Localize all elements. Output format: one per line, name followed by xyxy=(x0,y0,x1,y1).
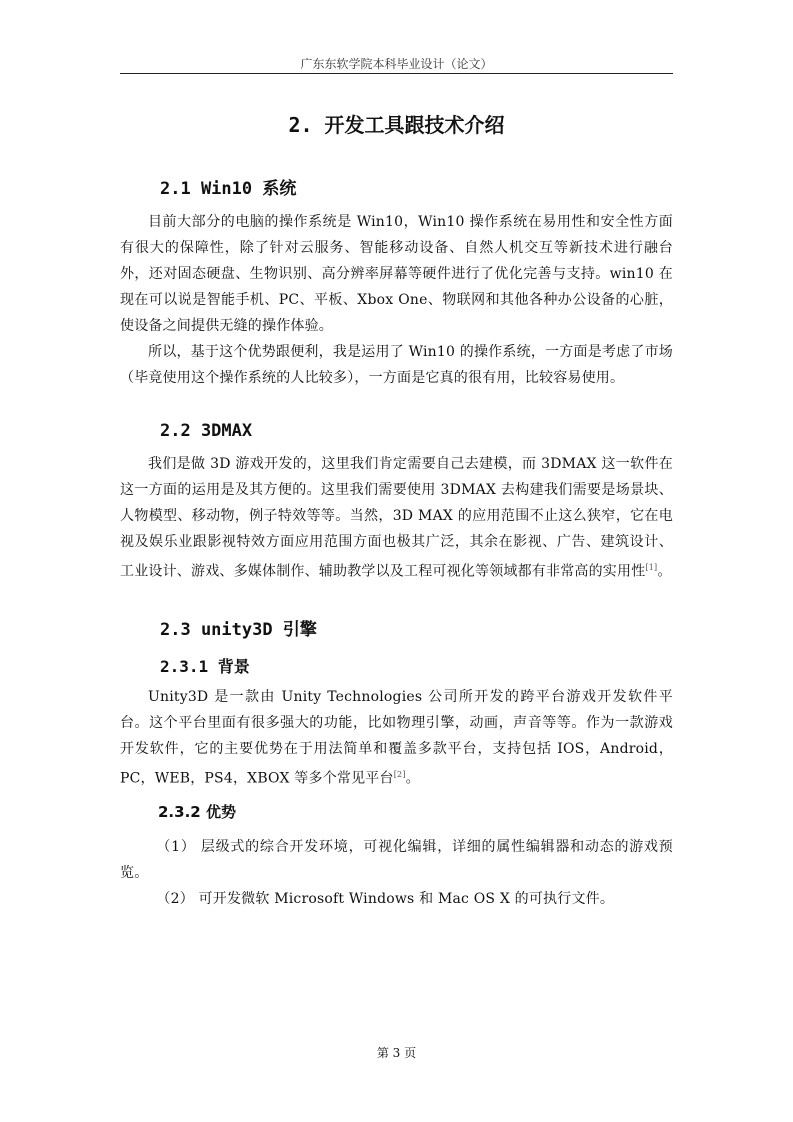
section-2-3-1-paragraph-1 xyxy=(120,684,673,792)
section-2-3-1-end: 。 xyxy=(405,770,420,787)
advantage-item-2: （2） 可开发微软 Microsoft Windows 和 Mac OS X 的可执行文件。 xyxy=(156,891,615,908)
header-rule xyxy=(120,73,673,74)
section-2-1-title: 2.1 Win10 系统 xyxy=(160,179,297,199)
section-2-2-text: 我们是做 3D 游戏开发的，这里我们肯定需要自己去建模，而 3DMAX 这一软件在这一方面的运用是及其方便的。这里我们需要使用 3DMAX 去构建我们需要是场景块、人物模型、移动物，例子特效等等。当然，3D MAX 的应用范围不止这么狭窄，它在电视及娱乐业跟影视特效方面应用范围方面也极其广泛，其余在影视、广告、建筑设计、工业设计、游戏、多媒体制作、辅助教学以及工程可视化等领域都有非常高的实用性 xyxy=(120,456,673,580)
section-2-3-2-number: 2.3.2 xyxy=(158,803,201,822)
section-2-3-2-title xyxy=(158,801,673,822)
page-number: 第 3 页 xyxy=(376,1046,417,1060)
advantage-item-1: （1） 层级式的综合开发环境，可视化编辑，详细的属性编辑器和动态的游戏预览。 xyxy=(120,839,673,882)
section-2-3-1-text: Unity3D 是一款由 Unity Technologies 公司所开发的跨平台游戏开发软件平台。这个平台里面有很多强大的功能，比如物理引擎，动画，声音等等。作为一款游戏开发软件，它的主要优势在于用法简单和覆盖多款平台，支持包括 IOS，Android，PC，WEB，PS4，XBOX 等多个常见平台 xyxy=(120,688,673,787)
section-2-2-end: 。 xyxy=(657,563,672,580)
chapter-title: 2. 开发工具跟技术介绍 xyxy=(288,113,505,137)
section-2-3-title: 2.3 unity3D 引擎 xyxy=(160,619,317,640)
citation-1: [1] xyxy=(645,563,658,572)
citation-2: [2] xyxy=(393,769,406,779)
section-2-3-1-title: 2.3.1 背景 xyxy=(160,656,250,676)
page-content xyxy=(120,105,673,912)
section-2-3-2-label: 优势 xyxy=(205,803,236,822)
section-2-1-paragraph-2: 所以，基于这个优势跟便利，我是运用了 Win10 的操作系统，一方面是考虑了市场（毕竟使用这个操作系统的人比较多），一方面是它真的很有用，比较容易使用。 xyxy=(120,344,673,386)
section-2-2-paragraph-1 xyxy=(120,451,673,585)
page-header: 广东东软学院本科毕业设计（论文） xyxy=(300,57,493,71)
section-2-1-paragraph-1: 目前大部分的电脑的操作系统是 Win10，Win10 操作系统在易用性和安全性方面有很大的保障性，除了针对云服务、智能移动设备、自然人机交互等新技术进行融台外，还对固态硬盘、生物识别、高分辨率屏幕等硬件进行了优化完善与支持。win10 在现在可以说是智能手机、PC、平板、Xbox One、物联网和其他各种办公设备的心脏，使设备之间提供无缝的操作体验。 xyxy=(120,214,673,334)
section-2-2-title: 2.2 3DMAX xyxy=(160,421,253,441)
